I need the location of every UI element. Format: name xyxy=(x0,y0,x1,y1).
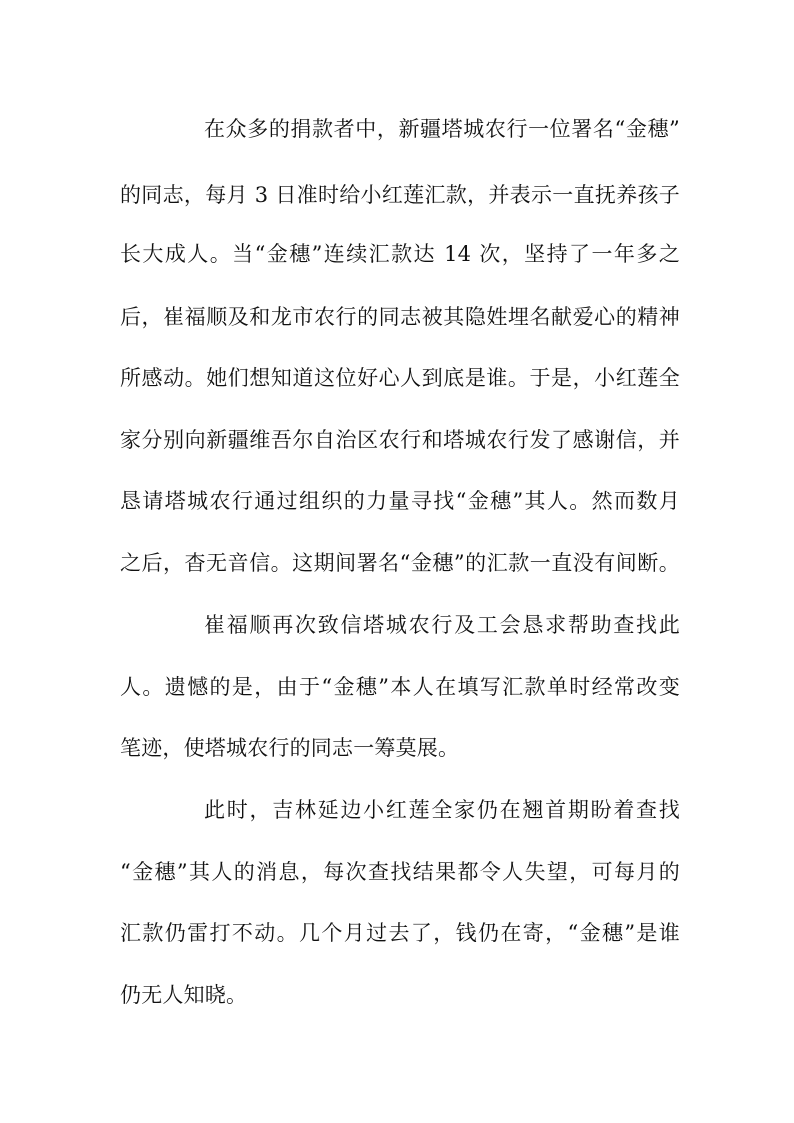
text-line: 崔福顺再次致信塔城农行及工会恳求帮助查找此 xyxy=(204,613,680,637)
text-line: 人。遗憾的是，由于“金穗”本人在填写汇款单时经常改变 xyxy=(120,675,680,699)
text-line: 后，崔福顺及和龙市农行的同志被其隐姓埋名献爱心的精神 xyxy=(120,305,680,329)
text-line: “金穗”其人的消息，每次查找结果都令人失望，可每月的 xyxy=(120,860,680,884)
text-line: 此时，吉林延边小红莲全家仍在翘首期盼着查找 xyxy=(204,798,680,822)
text-line: 之后，杳无音信。这期间署名“金穗”的汇款一直没有间断。 xyxy=(120,551,680,575)
text-line: 笔迹，使塔城农行的同志一筹莫展。 xyxy=(120,736,460,760)
text-line: 家分别向新疆维吾尔自治区农行和塔城农行发了感谢信，并 xyxy=(120,428,680,452)
text-line: 仍无人知晓。 xyxy=(120,983,248,1007)
text-line: 长大成人。当“金穗”连续汇款达 14 次，坚持了一年多之 xyxy=(120,242,680,266)
text-line: 在众多的捐款者中，新疆塔城农行一位署名“金穗” xyxy=(204,117,680,141)
text-line: 的同志，每月 3 日准时给小红莲汇款，并表示一直抚养孩子 xyxy=(120,183,680,207)
text-line: 恳请塔城农行通过组织的力量寻找“金穗”其人。然而数月 xyxy=(120,489,680,513)
text-line: 所感动。她们想知道这位好心人到底是谁。于是，小红莲全 xyxy=(120,366,680,390)
text-line: 汇款仍雷打不动。几个月过去了，钱仍在寄，“金穗”是谁 xyxy=(120,921,680,945)
